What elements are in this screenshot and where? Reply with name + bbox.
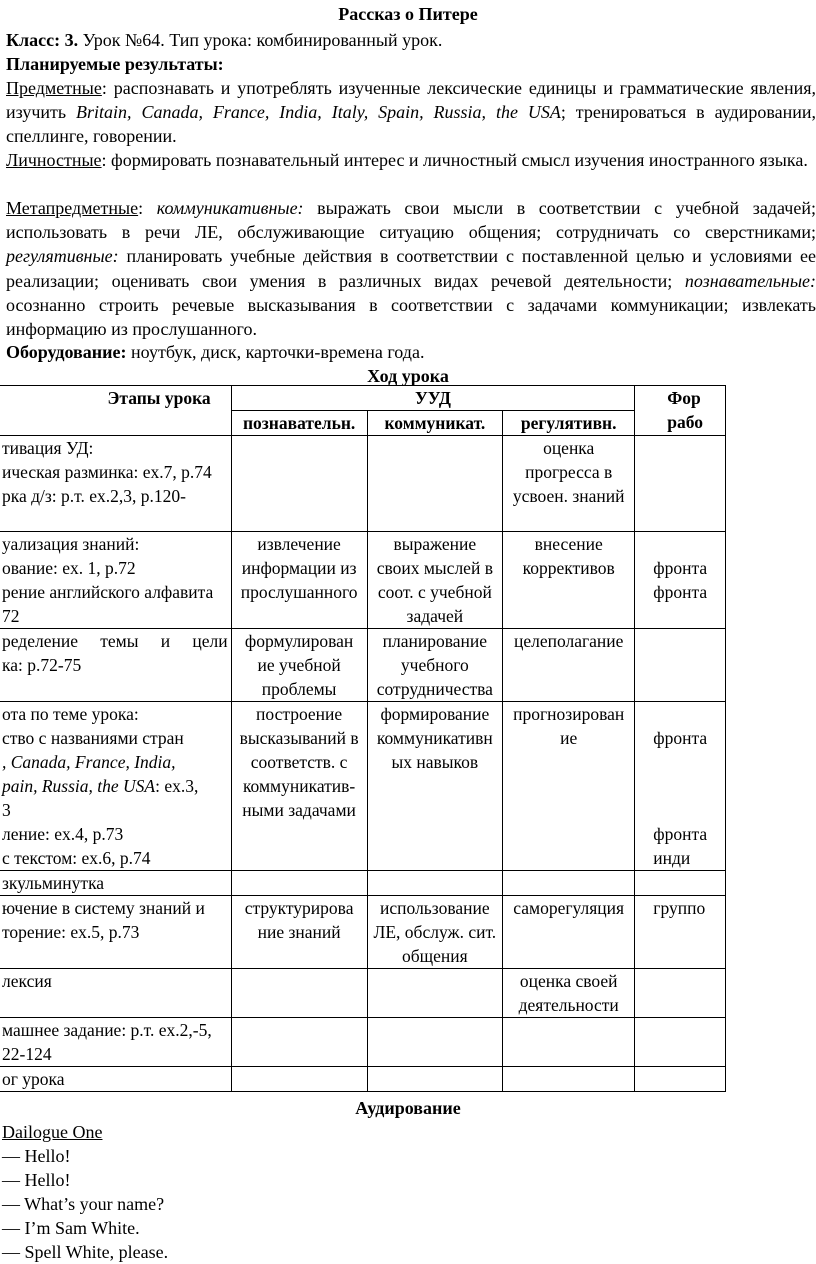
meta-label: Метапредметные (6, 198, 139, 218)
stage-cell (0, 532, 231, 629)
uud-comm-cell (367, 436, 503, 532)
form-cell (635, 1067, 726, 1092)
personal-label: Личностные (6, 150, 102, 170)
lesson-table (0, 385, 726, 1092)
uud-reg-cell: внесение коррективов (503, 532, 635, 629)
header-form (635, 386, 726, 436)
dialogue-line: — What’s your name? (2, 1194, 165, 1214)
form-cell (635, 629, 726, 702)
stage-line: ка: p.72-75 (2, 655, 82, 675)
dialogue-line: — Hello! (2, 1146, 71, 1166)
stage-cell (0, 871, 231, 896)
uud-comm-cell (367, 871, 503, 896)
meta-colon: : (138, 198, 157, 218)
uud-reg-cell (503, 1067, 635, 1092)
uud-comm-cell: использование ЛЕ, обслуж. сит. общения (367, 896, 503, 969)
table-row (0, 1018, 726, 1067)
lesson-table-body (0, 436, 726, 1092)
uud-reg-cell: прогнозирован ие (503, 702, 635, 871)
header-communicative: коммуникат. (367, 411, 503, 436)
stage-line: с текстом: ex.6, p.74 (2, 848, 151, 868)
dialogue-line: — I’m Sam White. (2, 1218, 140, 1238)
header-cognitive: познавательн. (231, 411, 367, 436)
class-text: Урок №64. Тип урока: комбинированный урок. (78, 30, 443, 50)
uud-comm-cell (367, 1067, 503, 1092)
personal-results (6, 148, 816, 172)
subject-countries: Britain, Canada, France, India, Italy, Spain, Russia, the USA (76, 102, 561, 123)
lesson-heading: Ход урока (367, 366, 449, 386)
subject-text-b: ; тренироваться в аудировании, спеллинге, говорении. (6, 102, 816, 147)
uud-comm-cell (367, 1018, 503, 1067)
form-cell (635, 969, 726, 1018)
stage-line: тивация УД: (2, 438, 94, 458)
personal-text: : формировать познавательный интерес и личностный смысл изучения иностранного языка. (101, 150, 808, 170)
stage-line: ление: ex.4, p.73 (2, 824, 124, 844)
dialogue-line: — Hello! (2, 1170, 71, 1190)
stage-cell (0, 436, 231, 532)
form-cell: фронта фронта (635, 532, 726, 629)
equipment-line (6, 340, 424, 364)
table-row (0, 532, 726, 629)
class-line (6, 28, 442, 52)
meta-reg-label: регулятивные: (6, 246, 119, 267)
meta-reg-text: планировать учебные действия в соответствии с поставленной целью и условиями ее реализации; оценивать свои умения в различных видах речевой деятельности; (6, 246, 816, 291)
stage-line: , Canada, France, India, (2, 752, 176, 772)
stage-cell (0, 896, 231, 969)
table-row (0, 436, 726, 532)
form-cell (635, 871, 726, 896)
uud-cog-cell: извлечение информации из прослушанного (231, 532, 367, 629)
uud-cog-cell: построение высказываний в соответств. с коммуникатив-ными задачами (231, 702, 367, 871)
meta-comm-text: выражать свои мысли в соответствии с учебной задачей; использовать в речи ЛЕ, обслуживающие ситуацию общения; сотрудничать со сверстниками; (6, 198, 816, 243)
class-label: Класс: 3. (6, 30, 79, 50)
header-stages: Этапы урока (0, 386, 231, 436)
uud-reg-cell: саморегуляция (503, 896, 635, 969)
header-form-line1: Фор (667, 388, 701, 408)
subject-results (6, 76, 816, 149)
stage-line: ическая разминка: ex.7, p.74 (2, 462, 212, 482)
form-cell (635, 1018, 726, 1067)
dialogue-line: — Spell White, please. (2, 1242, 169, 1262)
stage-line: машнее задание: р.т. ex.2,-5, (2, 1020, 212, 1040)
form-cell: фронта фронта инди (635, 702, 726, 871)
stage-cell (0, 702, 231, 871)
stage-line: ог урока (2, 1069, 65, 1089)
uud-reg-cell: оценка прогресса в усвоен. знаний (503, 436, 635, 532)
uud-comm-cell (367, 969, 503, 1018)
stage-line: ота по теме урока: (2, 704, 139, 724)
table-row (0, 871, 726, 896)
listening-heading: Аудирование (355, 1098, 461, 1118)
table-row (0, 1067, 726, 1092)
stage-line: ределение темы и цели (2, 631, 228, 651)
dialogue-title: Dailogue One (2, 1122, 103, 1142)
stage-line: лексия (2, 971, 52, 991)
subject-text-a: : распознавать и употреблять изученные лексические единицы и грамматические явления, изучить (6, 78, 816, 123)
uud-cog-cell: формулирован ие учебной проблемы (231, 629, 367, 702)
uud-reg-cell (503, 1018, 635, 1067)
uud-comm-cell: планирование учебного сотрудничества (367, 629, 503, 702)
stage-line: 3 (2, 800, 11, 820)
header-form-line2: рабо (667, 412, 704, 432)
stage-line: уализация знаний: (2, 534, 140, 554)
stage-line: торение: ex.5, p.73 (2, 922, 140, 942)
uud-reg-cell (503, 871, 635, 896)
table-row (0, 969, 726, 1018)
form-cell (635, 436, 726, 532)
header-uud: УУД (231, 386, 635, 411)
meta-cog-text: осознанно строить речевые высказывания в соответствии с задачами коммуникации; извлекать информацию из прослушанного. (6, 294, 816, 340)
meta-cog-label: познавательные: (684, 270, 816, 291)
equipment-text: ноутбук, диск, карточки-времена года. (126, 342, 425, 362)
meta-results (6, 196, 816, 341)
uud-cog-cell (231, 871, 367, 896)
uud-reg-cell: целеполагание (503, 629, 635, 702)
equipment-label: Оборудование: (6, 342, 127, 362)
meta-comm-label: коммуникативные: (156, 198, 304, 218)
document-title: Рассказ о Питере (338, 4, 478, 24)
results-heading: Планируемые результаты: (6, 54, 224, 74)
uud-comm-cell: выражение своих мыслей в соот. с учебной задачей (367, 532, 503, 629)
stage-line: ование: ex. 1, p.72 (2, 558, 136, 578)
table-row (0, 629, 726, 702)
stage-countries-italic: pain, Russia, the USA (2, 776, 156, 796)
stage-line: рение английского алфавита (2, 582, 214, 602)
stage-countries-suffix: : ex.3, (155, 776, 199, 796)
stage-cell (0, 629, 231, 702)
stage-line: рка д/з: р.т. ex.2,3, p.120- (2, 486, 186, 506)
uud-cog-cell (231, 436, 367, 532)
table-row (0, 702, 726, 871)
uud-comm-cell: формирование коммуникативн ых навыков (367, 702, 503, 871)
stage-cell (0, 969, 231, 1018)
uud-cog-cell (231, 1067, 367, 1092)
stage-line: ство с названиями стран (2, 728, 184, 748)
stage-cell (0, 1067, 231, 1092)
stage-line: ючение в систему знаний и (2, 898, 205, 918)
stage-line (0, 774, 228, 798)
uud-cog-cell: структурирова ние знаний (231, 896, 367, 969)
table-row (0, 896, 726, 969)
header-regulative: регулятивн. (503, 411, 635, 436)
subject-label: Предметные (6, 78, 102, 98)
uud-cog-cell (231, 969, 367, 1018)
uud-reg-cell: оценка своей деятельности (503, 969, 635, 1018)
stage-line: 72 (2, 606, 20, 626)
form-cell: группо (635, 896, 726, 969)
stage-cell (0, 1018, 231, 1067)
stage-line: зкульминутка (2, 873, 105, 893)
uud-cog-cell (231, 1018, 367, 1067)
stage-line: 22-124 (2, 1044, 52, 1064)
